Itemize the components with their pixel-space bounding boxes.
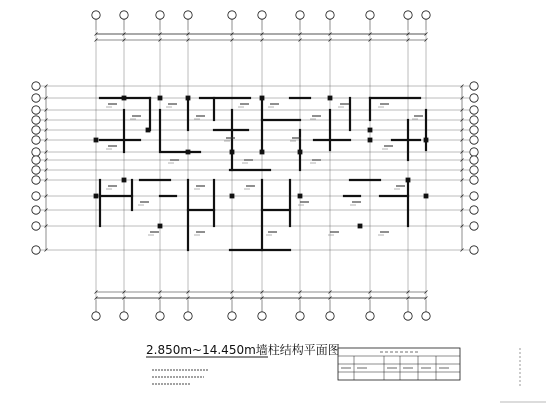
shear-walls	[100, 98, 426, 250]
axis-bubble-bottom	[366, 312, 374, 320]
axis-bubble-right	[470, 148, 478, 156]
column	[230, 150, 235, 155]
axis-bubble-bottom	[404, 312, 412, 320]
axis-bubble-top	[184, 11, 192, 19]
top-axis-bubbles	[92, 11, 430, 30]
column	[186, 96, 191, 101]
axis-bubble-left	[32, 136, 40, 144]
stamp-mark	[500, 348, 546, 402]
axis-bubble-left	[32, 116, 40, 124]
axis-bubble-left	[32, 126, 40, 134]
column	[158, 224, 163, 229]
axis-bubble-bottom	[296, 312, 304, 320]
column	[328, 96, 333, 101]
axis-bubble-left	[32, 156, 40, 164]
column	[158, 96, 163, 101]
column	[368, 138, 373, 143]
axis-bubble-bottom	[156, 312, 164, 320]
column	[406, 178, 411, 183]
axis-bubble-bottom	[326, 312, 334, 320]
axis-bubble-left	[32, 106, 40, 114]
axis-grid-lines	[40, 30, 470, 300]
axis-bubble-top	[326, 11, 334, 19]
axis-bubble-left	[32, 192, 40, 200]
left-axis-bubbles	[32, 82, 40, 254]
column	[186, 150, 191, 155]
axis-bubble-right	[470, 176, 478, 184]
column	[94, 194, 99, 199]
axis-bubble-right	[470, 222, 478, 230]
axis-bubble-right	[470, 94, 478, 102]
axis-bubble-left	[32, 176, 40, 184]
dimension-lines	[45, 33, 464, 300]
column	[146, 128, 151, 133]
axis-bubble-left	[32, 166, 40, 174]
axis-bubble-right	[470, 246, 478, 254]
axis-bubble-left	[32, 148, 40, 156]
axis-bubble-bottom	[184, 312, 192, 320]
axis-bubble-top	[92, 11, 100, 19]
column	[424, 194, 429, 199]
axis-bubble-right	[470, 166, 478, 174]
axis-bubble-top	[422, 11, 430, 19]
axis-bubble-right	[470, 82, 478, 90]
column	[298, 150, 303, 155]
column	[260, 96, 265, 101]
axis-bubble-top	[156, 11, 164, 19]
drawing-title: 2.850m~14.450m墙柱结构平面图	[146, 343, 340, 357]
axis-bubble-top	[120, 11, 128, 19]
column	[230, 194, 235, 199]
axis-bubble-left	[32, 94, 40, 102]
axis-bubble-right	[470, 156, 478, 164]
axis-bubble-bottom	[422, 312, 430, 320]
axis-bubble-left	[32, 246, 40, 254]
axis-bubble-right	[470, 192, 478, 200]
column	[94, 138, 99, 143]
column	[368, 128, 373, 133]
axis-bubble-top	[228, 11, 236, 19]
axis-bubble-top	[366, 11, 374, 19]
axis-bubble-bottom	[258, 312, 266, 320]
axis-bubble-right	[470, 106, 478, 114]
column	[122, 96, 127, 101]
axis-bubble-left	[32, 222, 40, 230]
column	[358, 224, 363, 229]
column	[298, 194, 303, 199]
axis-bubble-left	[32, 206, 40, 214]
axis-bubble-bottom	[228, 312, 236, 320]
right-axis-bubbles	[470, 82, 478, 254]
axis-bubble-right	[470, 126, 478, 134]
axis-bubble-top	[404, 11, 412, 19]
axis-bubble-right	[470, 136, 478, 144]
column	[260, 150, 265, 155]
axis-bubble-left	[32, 82, 40, 90]
axis-bubble-bottom	[120, 312, 128, 320]
axis-bubble-right	[470, 116, 478, 124]
axis-bubble-bottom	[92, 312, 100, 320]
column	[424, 138, 429, 143]
axis-bubble-top	[258, 11, 266, 19]
column	[122, 178, 127, 183]
axis-bubble-right	[470, 206, 478, 214]
general-notes	[152, 370, 208, 384]
bottom-axis-bubbles	[92, 300, 430, 320]
axis-bubble-top	[296, 11, 304, 19]
